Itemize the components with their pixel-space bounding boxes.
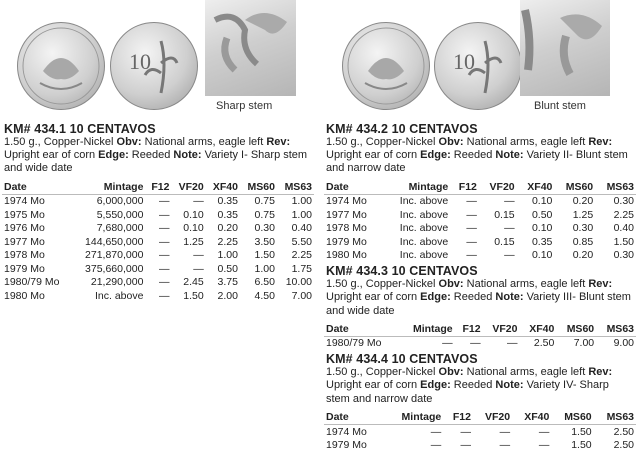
table-cell: 0.35 xyxy=(217,195,238,208)
table-header-row xyxy=(324,410,636,425)
obverse-coin-image xyxy=(17,22,105,110)
table-cell: — xyxy=(158,249,170,262)
listing-section xyxy=(322,352,638,452)
listing-title: KM# 434.4 10 CENTAVOS xyxy=(326,352,478,367)
table-cell: — xyxy=(466,195,477,208)
table-header-row xyxy=(2,180,314,195)
table-cell: 6.50 xyxy=(254,276,275,289)
table-cell: 1.50 xyxy=(613,235,634,248)
table-cell: Inc. above xyxy=(94,289,144,302)
table-cell: — xyxy=(158,195,170,208)
table-cell: Inc. above xyxy=(399,235,449,248)
table-cell: — xyxy=(538,439,550,452)
table-row xyxy=(2,194,314,208)
table-cell: — xyxy=(193,195,204,208)
table-cell: — xyxy=(499,425,511,438)
table-header-row xyxy=(324,180,636,195)
table-cell: 271,870,000 xyxy=(85,249,144,262)
column-header: XF40 xyxy=(519,322,556,337)
table-cell: Inc. above xyxy=(399,208,449,221)
table-cell: Inc. above xyxy=(399,222,449,235)
column-header: MS63 xyxy=(595,180,636,195)
column-header: F12 xyxy=(455,322,483,337)
column-header: VF20 xyxy=(479,180,517,195)
column-header: Date xyxy=(324,180,382,195)
table-cell: 1.25 xyxy=(183,235,204,248)
table-cell: — xyxy=(466,222,477,235)
column-header: XF40 xyxy=(517,180,555,195)
column-header: MS63 xyxy=(277,180,314,195)
table-cell: — xyxy=(504,222,515,235)
table-cell: — xyxy=(158,262,170,275)
table-cell: 1979 Mo xyxy=(4,262,45,275)
table-row xyxy=(324,194,636,208)
table-row xyxy=(324,438,636,452)
table-cell: 0.40 xyxy=(291,222,312,235)
table-cell: 0.10 xyxy=(531,222,553,235)
table-cell: 1.50 xyxy=(571,425,592,438)
table-row xyxy=(2,276,314,290)
table-cell: 1977 Mo xyxy=(326,208,367,221)
table-cell: — xyxy=(193,249,204,262)
listing-section xyxy=(322,122,638,262)
table-cell: 2.50 xyxy=(613,439,634,452)
table-row xyxy=(2,235,314,249)
table-cell: 7.00 xyxy=(573,337,595,350)
column-header: MS60 xyxy=(556,322,596,337)
table-cell: 9.00 xyxy=(613,337,634,350)
table-cell: 1978 Mo xyxy=(326,222,367,235)
column-header: VF20 xyxy=(171,180,205,195)
table-cell: 1.00 xyxy=(291,208,312,221)
table-cell: 0.20 xyxy=(572,195,594,208)
table-cell: 1.75 xyxy=(291,262,312,275)
column-header: Mintage xyxy=(399,322,454,337)
column-header: Date xyxy=(324,322,399,337)
price-table xyxy=(324,410,636,452)
left-column xyxy=(0,0,316,303)
table-row xyxy=(2,289,314,303)
table-cell: 1977 Mo xyxy=(4,235,45,248)
table-row xyxy=(2,222,314,236)
table-cell: 0.20 xyxy=(217,222,238,235)
table-cell: — xyxy=(158,276,170,289)
table-cell: 0.50 xyxy=(531,208,553,221)
table-cell: 1978 Mo xyxy=(4,249,45,262)
table-cell: 2.50 xyxy=(533,337,555,350)
table-header-row xyxy=(324,322,636,337)
table-cell: — xyxy=(506,337,518,350)
column-header: F12 xyxy=(450,180,479,195)
listing-description: 1.50 g., Copper-Nickel Obv: National arms, eagle left Rev: Upright ear of corn Edge: Reeded Note: Variety III- Blunt stem and wide date xyxy=(326,278,631,317)
coin-images-left xyxy=(0,0,316,120)
table-cell: 1980/79 Mo xyxy=(4,276,60,289)
column-header: MS60 xyxy=(551,410,593,425)
table-cell: — xyxy=(430,425,442,438)
coin-images-right xyxy=(322,0,638,120)
listing-description: 1.50 g., Copper-Nickel Obv: National arms, eagle left Rev: Upright ear of corn Edge: Reeded Note: Variety I- Sharp stem and wide date xyxy=(4,136,308,175)
column-header: Mintage xyxy=(384,410,443,425)
table-cell: — xyxy=(504,249,515,262)
table-cell: 3.75 xyxy=(217,276,238,289)
listing-title: KM# 434.3 10 CENTAVOS xyxy=(326,264,478,279)
table-cell: 3.50 xyxy=(254,235,275,248)
table-cell: 7,680,000 xyxy=(96,222,144,235)
table-cell: 0.10 xyxy=(531,249,553,262)
listing-description: 1.50 g., Copper-Nickel Obv: National arms, eagle left Rev: Upright ear of corn Edge: Reeded Note: Variety II- Blunt stem and narrow date xyxy=(326,136,628,175)
reverse-coin-image xyxy=(110,22,198,110)
table-cell: 1974 Mo xyxy=(4,195,45,208)
table-cell: — xyxy=(158,235,170,248)
column-header: MS63 xyxy=(596,322,636,337)
table-cell: — xyxy=(538,425,550,438)
table-cell: 1.00 xyxy=(291,195,312,208)
table-cell: 375,660,000 xyxy=(85,262,144,275)
right-column xyxy=(322,0,638,452)
table-cell: 1976 Mo xyxy=(4,222,45,235)
zoom-caption: Sharp stem xyxy=(216,100,273,112)
zoom-caption: Blunt stem xyxy=(534,100,586,112)
blunt-stem-detail-image xyxy=(520,0,610,96)
table-cell: 1.50 xyxy=(183,289,204,302)
right-listings xyxy=(322,122,638,452)
table-cell: — xyxy=(193,262,204,275)
svg-text:10: 10 xyxy=(453,49,475,74)
table-cell: 1.00 xyxy=(254,262,275,275)
table-cell: 6,000,000 xyxy=(96,195,144,208)
table-cell: 2.50 xyxy=(613,425,634,438)
column-header: F12 xyxy=(443,410,473,425)
table-cell: 0.35 xyxy=(531,235,553,248)
table-cell: 0.40 xyxy=(613,222,634,235)
price-table xyxy=(2,180,314,303)
table-cell: 2.45 xyxy=(183,276,204,289)
table-cell: Inc. above xyxy=(399,195,449,208)
table-cell: 0.30 xyxy=(572,222,594,235)
table-cell: 0.30 xyxy=(613,195,634,208)
column-header: XF40 xyxy=(206,180,240,195)
column-header: Date xyxy=(324,410,384,425)
table-cell: — xyxy=(466,235,477,248)
table-cell: 0.10 xyxy=(531,195,553,208)
price-table xyxy=(324,322,636,351)
listing-description: 1.50 g., Copper-Nickel Obv: National arms, eagle left Rev: Upright ear of corn Edge: Reeded Note: Variety IV- Sharp stem and narrow date xyxy=(326,366,613,405)
column-header: Mintage xyxy=(72,180,145,195)
table-row xyxy=(324,424,636,438)
column-header: Date xyxy=(2,180,72,195)
table-cell: — xyxy=(158,289,170,302)
table-cell: 0.10 xyxy=(183,222,204,235)
table-cell: 0.30 xyxy=(254,222,275,235)
reverse-coin-image xyxy=(434,22,522,110)
column-header: MS63 xyxy=(594,410,636,425)
table-cell: 7.00 xyxy=(291,289,312,302)
table-row xyxy=(324,208,636,222)
table-row xyxy=(2,262,314,276)
table-row xyxy=(324,235,636,249)
table-cell: Inc. above xyxy=(399,249,449,262)
table-cell: 1.25 xyxy=(572,208,594,221)
column-header: XF40 xyxy=(512,410,551,425)
table-cell: 1974 Mo xyxy=(326,425,367,438)
column-header: VF20 xyxy=(473,410,512,425)
table-cell: 1980 Mo xyxy=(326,249,367,262)
table-cell: 5,550,000 xyxy=(96,208,144,221)
table-cell: 1975 Mo xyxy=(4,208,45,221)
table-cell: 1979 Mo xyxy=(326,235,367,248)
obverse-coin-image xyxy=(342,22,430,110)
table-cell: — xyxy=(504,195,515,208)
table-cell: 0.75 xyxy=(254,208,275,221)
table-cell: 0.85 xyxy=(572,235,594,248)
table-cell: 0.15 xyxy=(494,235,515,248)
table-row xyxy=(324,222,636,236)
table-cell: 1979 Mo xyxy=(326,439,367,452)
table-cell: — xyxy=(460,425,471,438)
table-cell: — xyxy=(460,439,471,452)
column-header: F12 xyxy=(145,180,171,195)
table-cell: 144,650,000 xyxy=(85,235,144,248)
listing-title: KM# 434.2 10 CENTAVOS xyxy=(326,122,478,136)
table-row xyxy=(324,336,636,350)
table-cell: 10.00 xyxy=(285,276,312,289)
table-cell: 0.30 xyxy=(613,249,634,262)
listing-title: KM# 434.1 10 CENTAVOS xyxy=(4,122,156,136)
svg-text:10: 10 xyxy=(129,49,151,74)
table-cell: 5.50 xyxy=(291,235,312,248)
table-cell: 2.25 xyxy=(613,208,634,221)
table-cell: 1974 Mo xyxy=(326,195,367,208)
table-cell: 1980/79 Mo xyxy=(326,337,382,350)
price-table xyxy=(324,180,636,263)
column-header: Mintage xyxy=(382,180,450,195)
table-cell: 0.15 xyxy=(494,208,515,221)
table-cell: — xyxy=(158,208,170,221)
column-header: MS60 xyxy=(240,180,277,195)
table-cell: 1980 Mo xyxy=(4,289,45,302)
table-cell: — xyxy=(470,337,481,350)
table-cell: 21,290,000 xyxy=(90,276,144,289)
sharp-stem-detail-image xyxy=(205,0,296,96)
column-header: MS60 xyxy=(554,180,595,195)
table-row xyxy=(2,208,314,222)
table-cell: 0.35 xyxy=(217,208,238,221)
table-cell: 4.50 xyxy=(254,289,275,302)
column-header: VF20 xyxy=(483,322,520,337)
table-cell: 0.75 xyxy=(254,195,275,208)
table-cell: — xyxy=(430,439,442,452)
table-cell: — xyxy=(466,208,477,221)
table-cell: 0.50 xyxy=(217,262,238,275)
table-cell: 0.20 xyxy=(572,249,594,262)
table-row xyxy=(2,249,314,263)
table-cell: 1.50 xyxy=(571,439,592,452)
table-cell: 2.25 xyxy=(217,235,238,248)
table-cell: 1.00 xyxy=(217,249,238,262)
table-cell: 2.00 xyxy=(217,289,238,302)
table-cell: 2.25 xyxy=(291,249,312,262)
table-cell: — xyxy=(499,439,511,452)
table-cell: — xyxy=(442,337,453,350)
table-cell: 1.50 xyxy=(254,249,275,262)
listing-section xyxy=(322,264,638,350)
table-row xyxy=(324,249,636,263)
table-cell: — xyxy=(158,222,170,235)
table-cell: — xyxy=(466,249,477,262)
table-cell: 0.10 xyxy=(183,208,204,221)
